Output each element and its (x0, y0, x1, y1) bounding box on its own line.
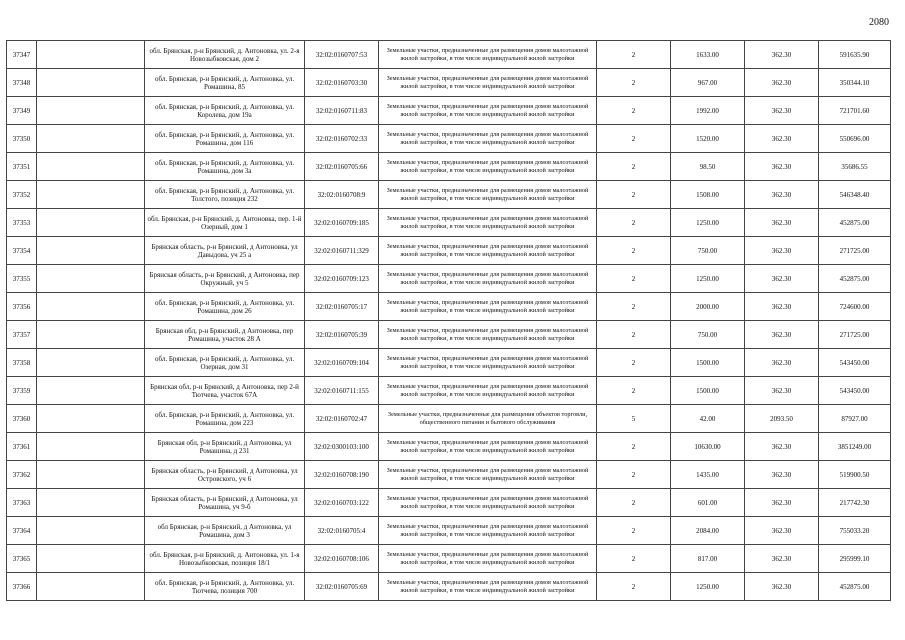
spacer-cell (37, 545, 145, 573)
spacer-cell (37, 209, 145, 237)
cadastral-number-cell: 32:02:0160702:47 (305, 405, 379, 433)
permitted-use-cell: Земельные участки, предназначенные для размещения домов малоэтажной жилой застройки, в том числе индивидуальной жилой застройки (379, 573, 597, 601)
address-cell: Брянская обл, р-н Брянский, д Антоновка, ул Ромашина, д 231 (145, 433, 305, 461)
unit-value-cell: 362.30 (745, 573, 819, 601)
table-row (7, 181, 891, 209)
spacer-cell (37, 349, 145, 377)
row-number: 37363 (7, 489, 37, 517)
permitted-use-cell: Земельные участки, предназначенные для размещения домов малоэтажной жилой застройки, в том числе индивидуальной жилой застройки (379, 293, 597, 321)
cadastral-value-cell: 755033.20 (819, 517, 891, 545)
spacer-cell (37, 377, 145, 405)
group-code-cell: 5 (597, 405, 671, 433)
address-cell: обл. Брянская, р-н Брянский, д. Антоновка, пер. 1-й Озерный, дом 1 (145, 209, 305, 237)
address-cell: обл Брянская, р-н Брянский, д Антоновка, ул Ромашина, дом 3 (145, 517, 305, 545)
cadastral-number-cell: 32:02:0160708:9 (305, 181, 379, 209)
address-cell: обл. Брянская, р-н Брянский, д. Антоновка, ул. Ромашина, дом 223 (145, 405, 305, 433)
row-number: 37347 (7, 41, 37, 69)
area-cell: 1500.00 (671, 349, 745, 377)
table-row (7, 405, 891, 433)
table-row (7, 41, 891, 69)
table-row (7, 237, 891, 265)
area-cell: 98.50 (671, 153, 745, 181)
area-cell: 1435.00 (671, 461, 745, 489)
table-row (7, 153, 891, 181)
table-row (7, 69, 891, 97)
cadastral-number-cell: 32:02:0160711:83 (305, 97, 379, 125)
table-row (7, 377, 891, 405)
cadastral-number-cell: 32:02:0160705:66 (305, 153, 379, 181)
unit-value-cell: 362.30 (745, 461, 819, 489)
spacer-cell (37, 405, 145, 433)
table-row (7, 545, 891, 573)
area-cell: 967.00 (671, 69, 745, 97)
address-cell: Брянская область, р-н Брянский, д Антоновка, ул Давыдова, уч 25 а (145, 237, 305, 265)
permitted-use-cell: Земельные участки, предназначенные для размещения домов малоэтажной жилой застройки, в том числе индивидуальной жилой застройки (379, 321, 597, 349)
unit-value-cell: 362.30 (745, 265, 819, 293)
spacer-cell (37, 293, 145, 321)
area-cell: 1508.00 (671, 181, 745, 209)
group-code-cell: 2 (597, 265, 671, 293)
table-body (7, 41, 891, 601)
table-row (7, 265, 891, 293)
cadastral-value-cell: 452875.00 (819, 573, 891, 601)
permitted-use-cell: Земельные участки, предназначенные для размещения домов малоэтажной жилой застройки, в том числе индивидуальной жилой застройки (379, 265, 597, 293)
area-cell: 817.00 (671, 545, 745, 573)
cadastral-number-cell: 32:02:0160709:104 (305, 349, 379, 377)
row-number: 37354 (7, 237, 37, 265)
row-number: 37355 (7, 265, 37, 293)
table-row (7, 321, 891, 349)
row-number: 37366 (7, 573, 37, 601)
cadastral-value-cell: 519900.50 (819, 461, 891, 489)
group-code-cell: 2 (597, 517, 671, 545)
row-number: 37356 (7, 293, 37, 321)
address-cell: Брянская область, р-н Брянский, д Антоновка, ул Ромашина, уч 9-б (145, 489, 305, 517)
permitted-use-cell: Земельные участки, предназначенные для размещения объектов торговли, общественного питания и бытового обслуживания (379, 405, 597, 433)
area-cell: 1250.00 (671, 573, 745, 601)
unit-value-cell: 362.30 (745, 489, 819, 517)
address-cell: обл. Брянская, р-н Брянский, д. Антоновка, ул. Ромашина, 85 (145, 69, 305, 97)
spacer-cell (37, 41, 145, 69)
cadastral-number-cell: 32:02:0160705:39 (305, 321, 379, 349)
area-cell: 2000.00 (671, 293, 745, 321)
address-cell: обл. Брянская, р-н Брянский, д. Антоновка, ул. Озерная, дом 31 (145, 349, 305, 377)
cadastral-value-cell: 543450.00 (819, 349, 891, 377)
row-number: 37360 (7, 405, 37, 433)
cadastral-number-cell: 32:02:0160709:185 (305, 209, 379, 237)
cadastral-value-cell: 721701.60 (819, 97, 891, 125)
unit-value-cell: 362.30 (745, 181, 819, 209)
permitted-use-cell: Земельные участки, предназначенные для размещения домов малоэтажной жилой застройки, в том числе индивидуальной жилой застройки (379, 349, 597, 377)
cadastral-number-cell: 32:02:0160711:329 (305, 237, 379, 265)
group-code-cell: 2 (597, 181, 671, 209)
cadastral-value-cell: 550696.00 (819, 125, 891, 153)
group-code-cell: 2 (597, 489, 671, 517)
group-code-cell: 2 (597, 461, 671, 489)
row-number: 37361 (7, 433, 37, 461)
area-cell: 1250.00 (671, 265, 745, 293)
cadastral-value-cell: 35686.55 (819, 153, 891, 181)
spacer-cell (37, 433, 145, 461)
address-cell: Брянская область, р-н Брянский, д Антоновка, пер Окружный, уч 5 (145, 265, 305, 293)
permitted-use-cell: Земельные участки, предназначенные для размещения домов малоэтажной жилой застройки, в том числе индивидуальной жилой застройки (379, 69, 597, 97)
cadastral-value-cell: 217742.30 (819, 489, 891, 517)
group-code-cell: 2 (597, 41, 671, 69)
area-cell: 42.00 (671, 405, 745, 433)
cadastral-number-cell: 32:02:0160711:155 (305, 377, 379, 405)
cadastral-number-cell: 32:02:0160707:53 (305, 41, 379, 69)
table-row (7, 489, 891, 517)
page-number: 2080 (869, 17, 889, 28)
table-row (7, 293, 891, 321)
group-code-cell: 2 (597, 377, 671, 405)
address-cell: обл. Брянская, р-н Брянский, д. Антоновка, ул. Королева, дом 19а (145, 97, 305, 125)
address-cell: обл. Брянская, р-н Брянский, д. Антоновка, ул. Тютчева, позиция 700 (145, 573, 305, 601)
spacer-cell (37, 153, 145, 181)
cadastral-number-cell: 32:02:0160708:106 (305, 545, 379, 573)
unit-value-cell: 362.30 (745, 69, 819, 97)
group-code-cell: 2 (597, 97, 671, 125)
unit-value-cell: 362.30 (745, 433, 819, 461)
row-number: 37359 (7, 377, 37, 405)
spacer-cell (37, 321, 145, 349)
permitted-use-cell: Земельные участки, предназначенные для размещения домов малоэтажной жилой застройки, в том числе индивидуальной жилой застройки (379, 209, 597, 237)
unit-value-cell: 362.30 (745, 545, 819, 573)
spacer-cell (37, 489, 145, 517)
permitted-use-cell: Земельные участки, предназначенные для размещения домов малоэтажной жилой застройки, в том числе индивидуальной жилой застройки (379, 377, 597, 405)
area-cell: 1633.00 (671, 41, 745, 69)
unit-value-cell: 362.30 (745, 209, 819, 237)
unit-value-cell: 362.30 (745, 517, 819, 545)
cadastral-number-cell: 32:02:0300103:100 (305, 433, 379, 461)
unit-value-cell: 362.30 (745, 293, 819, 321)
cadastral-value-cell: 350344.10 (819, 69, 891, 97)
unit-value-cell: 362.30 (745, 321, 819, 349)
cadastral-value-cell: 271725.00 (819, 237, 891, 265)
permitted-use-cell: Земельные участки, предназначенные для размещения домов малоэтажной жилой застройки, в том числе индивидуальной жилой застройки (379, 461, 597, 489)
row-number: 37348 (7, 69, 37, 97)
spacer-cell (37, 181, 145, 209)
table-row (7, 433, 891, 461)
cadastral-number-cell: 32:02:0160702:33 (305, 125, 379, 153)
cadastral-number-cell: 32:02:0160705:4 (305, 517, 379, 545)
unit-value-cell: 362.30 (745, 237, 819, 265)
spacer-cell (37, 461, 145, 489)
unit-value-cell: 362.30 (745, 125, 819, 153)
area-cell: 10630.00 (671, 433, 745, 461)
address-cell: Брянская обл, р-н Брянский, д Антоновка, пер 2-й Тютчева, участок 67А (145, 377, 305, 405)
permitted-use-cell: Земельные участки, предназначенные для размещения домов малоэтажной жилой застройки, в том числе индивидуальной жилой застройки (379, 125, 597, 153)
area-cell: 1520.00 (671, 125, 745, 153)
group-code-cell: 2 (597, 321, 671, 349)
permitted-use-cell: Земельные участки, предназначенные для размещения домов малоэтажной жилой застройки, в том числе индивидуальной жилой застройки (379, 517, 597, 545)
address-cell: Брянская область, р-н Брянский, д Антоновка, ул Островского, уч 6 (145, 461, 305, 489)
row-number: 37362 (7, 461, 37, 489)
group-code-cell: 2 (597, 349, 671, 377)
address-cell: обл. Брянская, р-н Брянский, д. Антоновка, ул. Ромашина, дом 116 (145, 125, 305, 153)
group-code-cell: 2 (597, 153, 671, 181)
spacer-cell (37, 573, 145, 601)
row-number: 37351 (7, 153, 37, 181)
address-cell: обл. Брянская, р-н Брянский, д. Антоновка, ул. 1-я Новозыбковская, позиция 18/1 (145, 545, 305, 573)
cadastral-value-cell: 543450.00 (819, 377, 891, 405)
address-cell: обл. Брянская, р-н Брянский, д. Антоновка, ул. Ромашина, дом 26 (145, 293, 305, 321)
spacer-cell (37, 69, 145, 97)
cadastral-value-cell: 546348.40 (819, 181, 891, 209)
cadastral-value-cell: 591635.90 (819, 41, 891, 69)
row-number: 37365 (7, 545, 37, 573)
spacer-cell (37, 265, 145, 293)
unit-value-cell: 362.30 (745, 153, 819, 181)
row-number: 37352 (7, 181, 37, 209)
area-cell: 1250.00 (671, 209, 745, 237)
row-number: 37349 (7, 97, 37, 125)
area-cell: 1500.00 (671, 377, 745, 405)
cadastral-value-cell: 87927.00 (819, 405, 891, 433)
unit-value-cell: 362.30 (745, 41, 819, 69)
address-cell: обл. Брянская, р-н Брянский, д. Антоновка, ул. Толстого, позиция 232 (145, 181, 305, 209)
group-code-cell: 2 (597, 293, 671, 321)
table-row (7, 517, 891, 545)
cadastral-value-cell: 3851249.00 (819, 433, 891, 461)
row-number: 37358 (7, 349, 37, 377)
unit-value-cell: 362.30 (745, 349, 819, 377)
group-code-cell: 2 (597, 125, 671, 153)
table-row (7, 209, 891, 237)
cadastral-number-cell: 32:02:0160705:69 (305, 573, 379, 601)
cadastral-value-cell: 271725.00 (819, 321, 891, 349)
table-row (7, 573, 891, 601)
row-number: 37353 (7, 209, 37, 237)
cadastral-number-cell: 32:02:0160709:123 (305, 265, 379, 293)
cadastral-value-cell: 452875.00 (819, 209, 891, 237)
permitted-use-cell: Земельные участки, предназначенные для размещения домов малоэтажной жилой застройки, в том числе индивидуальной жилой застройки (379, 489, 597, 517)
permitted-use-cell: Земельные участки, предназначенные для размещения домов малоэтажной жилой застройки, в том числе индивидуальной жилой застройки (379, 41, 597, 69)
spacer-cell (37, 237, 145, 265)
permitted-use-cell: Земельные участки, предназначенные для размещения домов малоэтажной жилой застройки, в том числе индивидуальной жилой застройки (379, 181, 597, 209)
permitted-use-cell: Земельные участки, предназначенные для размещения домов малоэтажной жилой застройки, в том числе индивидуальной жилой застройки (379, 153, 597, 181)
permitted-use-cell: Земельные участки, предназначенные для размещения домов малоэтажной жилой застройки, в том числе индивидуальной жилой застройки (379, 433, 597, 461)
permitted-use-cell: Земельные участки, предназначенные для размещения домов малоэтажной жилой застройки, в том числе индивидуальной жилой застройки (379, 545, 597, 573)
cadastral-value-cell: 295999.10 (819, 545, 891, 573)
group-code-cell: 2 (597, 545, 671, 573)
group-code-cell: 2 (597, 573, 671, 601)
table-row (7, 349, 891, 377)
area-cell: 601.00 (671, 489, 745, 517)
area-cell: 2084.00 (671, 517, 745, 545)
cadastral-number-cell: 32:02:0160708:190 (305, 461, 379, 489)
table-row (7, 461, 891, 489)
spacer-cell (37, 125, 145, 153)
address-cell: обл. Брянская, р-н Брянский, д. Антоновка, ул. 2-я Новозыбковская, дом 2 (145, 41, 305, 69)
area-cell: 1992.00 (671, 97, 745, 125)
cadastral-number-cell: 32:02:0160703:122 (305, 489, 379, 517)
address-cell: обл. Брянская, р-н Брянский, д. Антоновка, ул. Ромашина, дом 3а (145, 153, 305, 181)
cadastral-number-cell: 32:02:0160705:17 (305, 293, 379, 321)
group-code-cell: 2 (597, 237, 671, 265)
row-number: 37357 (7, 321, 37, 349)
unit-value-cell: 2093.50 (745, 405, 819, 433)
cadastral-value-cell: 724600.00 (819, 293, 891, 321)
land-registry-table (6, 40, 891, 601)
area-cell: 750.00 (671, 237, 745, 265)
group-code-cell: 2 (597, 69, 671, 97)
table-row (7, 97, 891, 125)
row-number: 37350 (7, 125, 37, 153)
unit-value-cell: 362.30 (745, 377, 819, 405)
table-row (7, 125, 891, 153)
permitted-use-cell: Земельные участки, предназначенные для размещения домов малоэтажной жилой застройки, в том числе индивидуальной жилой застройки (379, 237, 597, 265)
group-code-cell: 2 (597, 433, 671, 461)
cadastral-value-cell: 452875.00 (819, 265, 891, 293)
area-cell: 750.00 (671, 321, 745, 349)
group-code-cell: 2 (597, 209, 671, 237)
unit-value-cell: 362.30 (745, 97, 819, 125)
spacer-cell (37, 97, 145, 125)
permitted-use-cell: Земельные участки, предназначенные для размещения домов малоэтажной жилой застройки, в том числе индивидуальной жилой застройки (379, 97, 597, 125)
cadastral-number-cell: 32:02:0160703:30 (305, 69, 379, 97)
spacer-cell (37, 517, 145, 545)
row-number: 37364 (7, 517, 37, 545)
address-cell: Брянская обл, р-н Брянский, д Антоновка, пер Ромашина, участок 28 А (145, 321, 305, 349)
